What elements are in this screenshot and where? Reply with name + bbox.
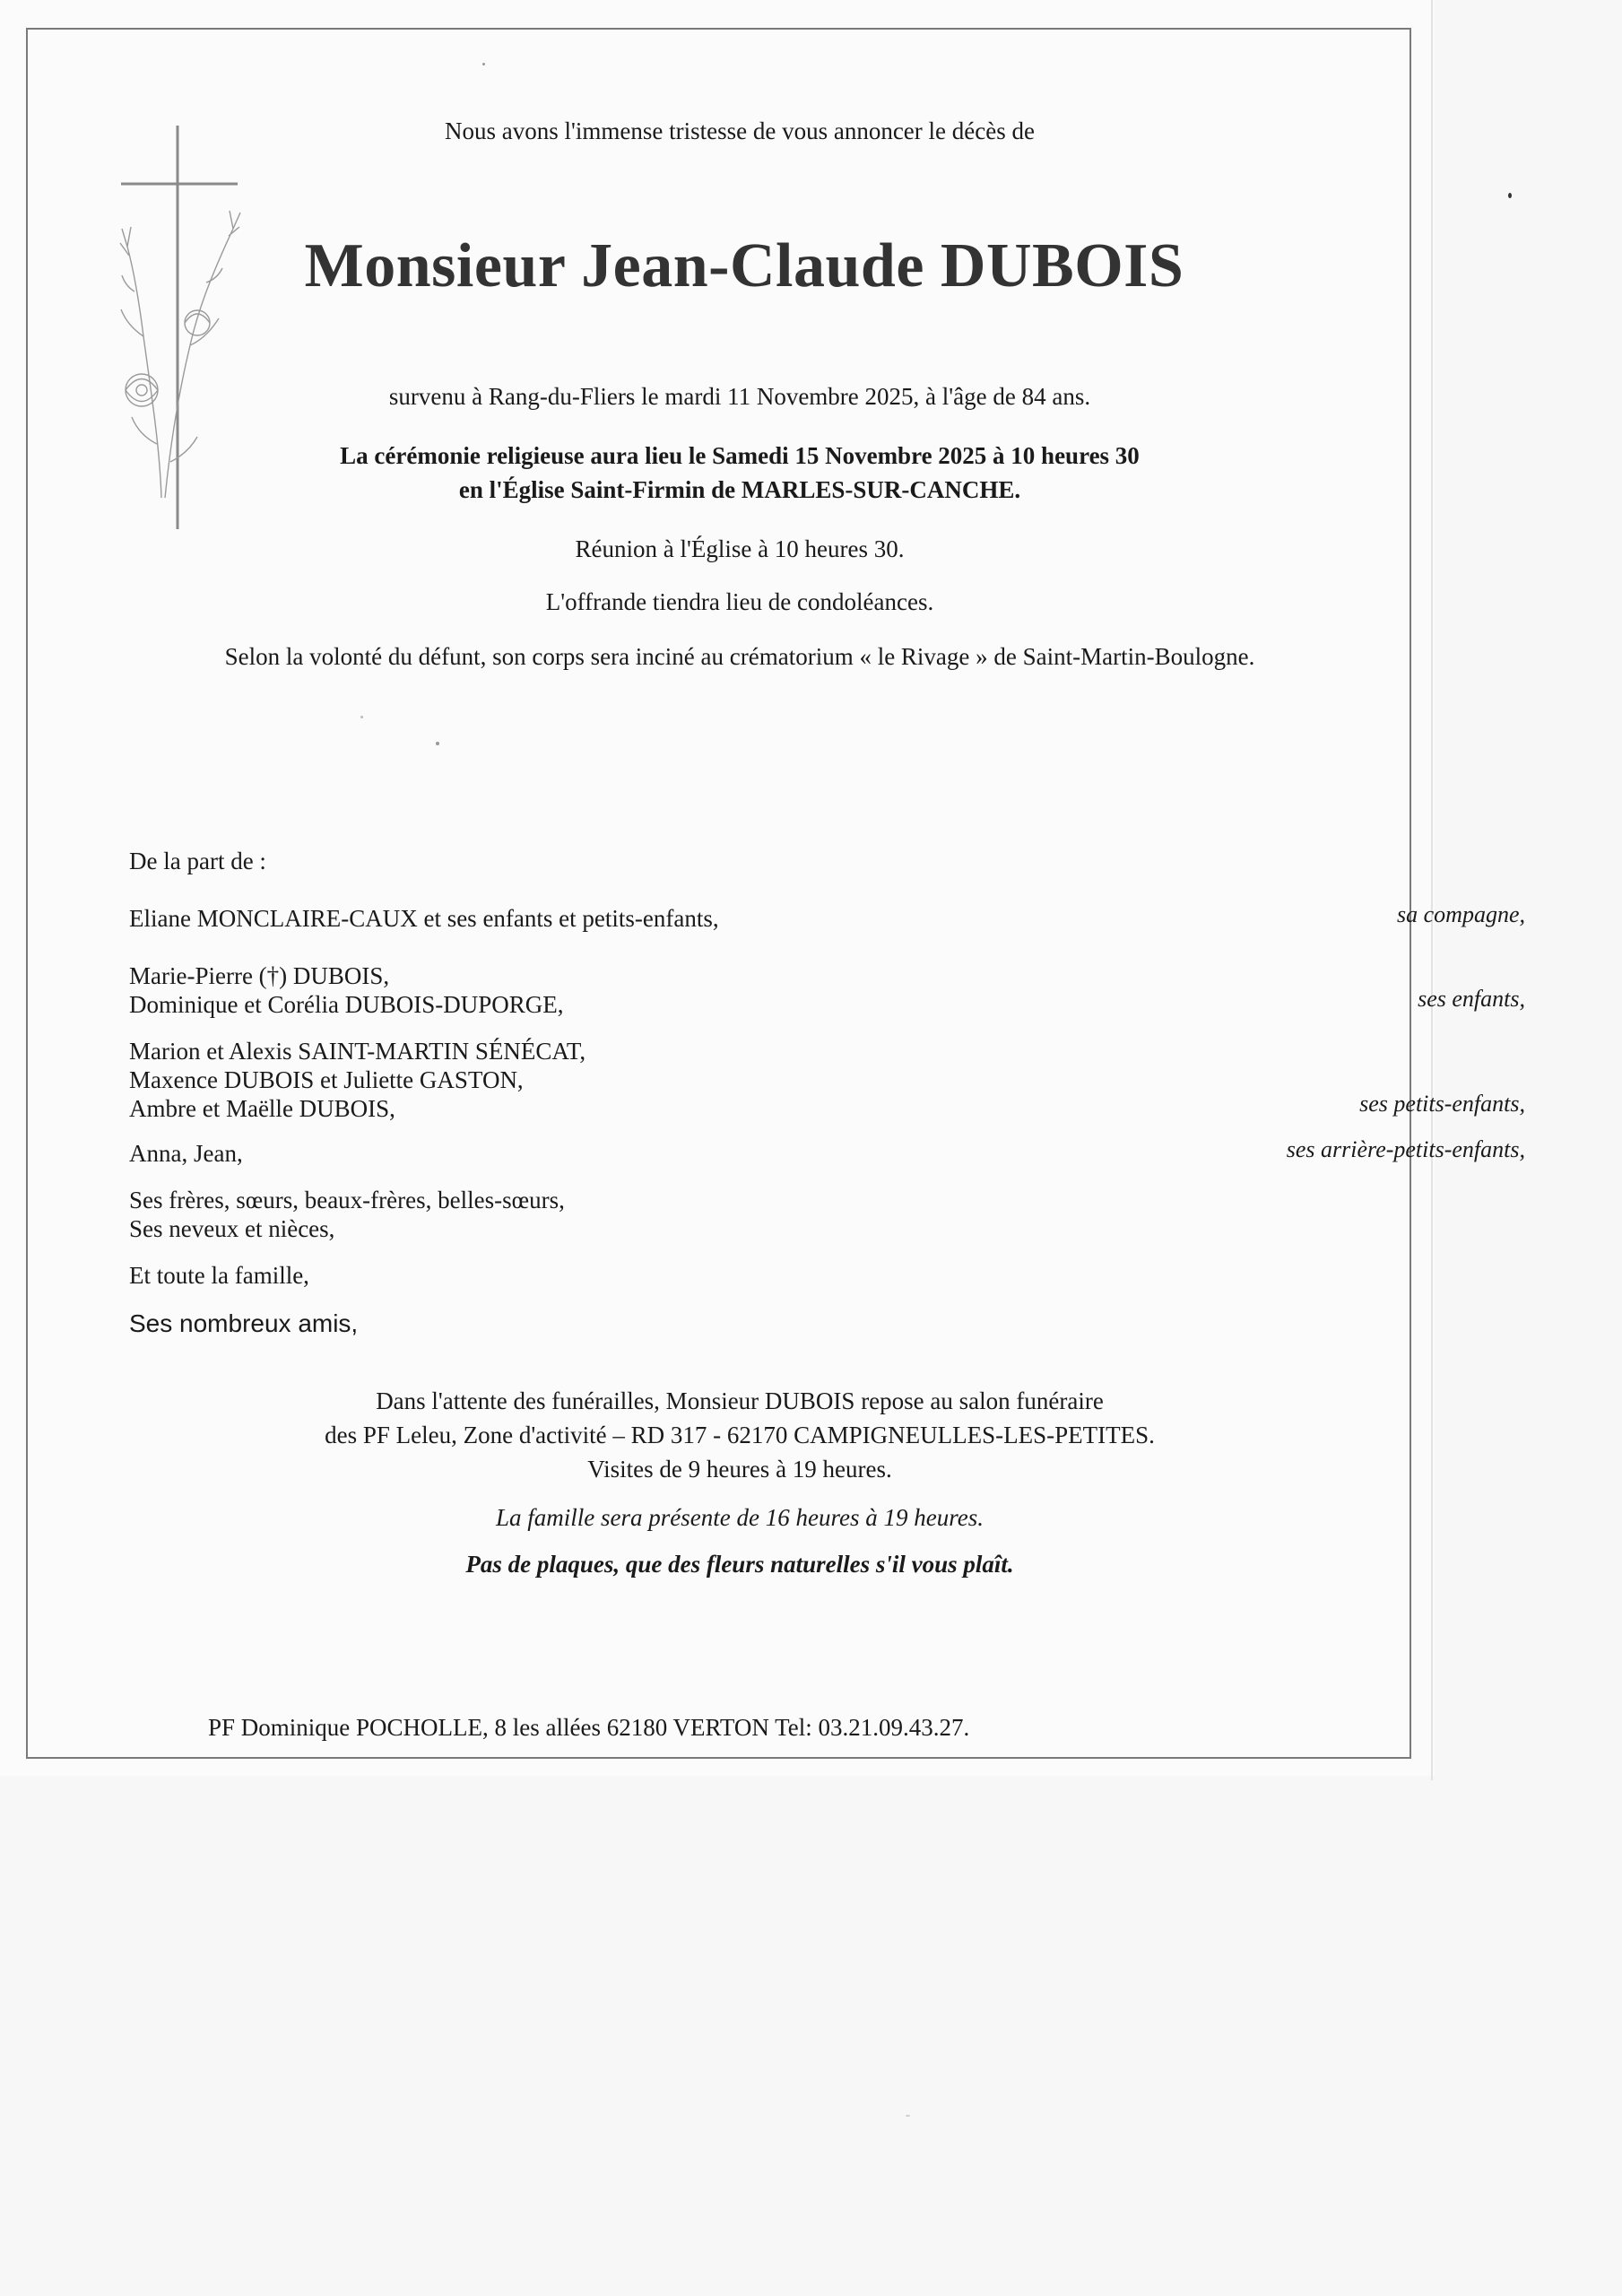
scan-speck [360, 716, 363, 718]
visits-text: Visites de 9 heures à 19 heures. [587, 1456, 892, 1483]
family-heading: De la part de : [129, 848, 266, 874]
flowers-notice: Pas de plaques, que des fleurs naturelles s'il vous plaît. [465, 1551, 1014, 1578]
sheet-edge [1431, 0, 1433, 1780]
footer-contact: PF Dominique POCHOLLE, 8 les allées 62180 VERTON Tel: 03.21.09.43.27. [208, 1714, 970, 1741]
scan-speck [482, 63, 485, 65]
funeral-home-line-1: Dans l'attente des funérailles, Monsieur DUBOIS repose au salon funéraire [376, 1387, 1104, 1414]
scan-speck [906, 2115, 910, 2117]
ceremony-line-1: La cérémonie religieuse aura lieu le Samedi 15 Novembre 2025 à 10 heures 30 [340, 442, 1140, 469]
family-group-grandchildren [129, 1037, 585, 1123]
family-name-line: Eliane MONCLAIRE-CAUX et ses enfants et petits-enfants, [129, 905, 719, 932]
friends-text: Ses nombreux amis, [129, 1309, 359, 1337]
relation-partner: sa compagne, [1397, 901, 1525, 927]
family-name-line: Marie-Pierre (†) DUBOIS, [129, 962, 390, 989]
family-group-children [129, 961, 563, 1019]
scan-speck [1508, 193, 1512, 198]
cross-flower-icon [108, 121, 269, 534]
family-name-line: Dominique et Corélia DUBOIS-DUPORGE, [129, 991, 564, 1018]
family-name-line: Anna, Jean, [129, 1140, 243, 1167]
family-group-rest [129, 1261, 309, 1290]
meeting-text: Réunion à l'Église à 10 heures 30. [575, 535, 905, 562]
family-name-line: Marion et Alexis SAINT-MARTIN SÉNÉCAT, [129, 1038, 586, 1065]
intro-text: Nous avons l'immense tristesse de vous annoncer le décès de [445, 117, 1035, 144]
offering-text: L'offrande tiendra lieu de condoléances. [545, 588, 934, 615]
relation-grandchildren: ses petits-enfants, [1359, 1091, 1525, 1117]
relation-great-grandchildren: ses arrière-petits-enfants, [1286, 1136, 1525, 1162]
relation-children: ses enfants, [1418, 986, 1525, 1012]
family-name-line: Ambre et Maëlle DUBOIS, [129, 1095, 395, 1122]
family-name-line: Ses frères, sœurs, beaux-frères, belles-sœurs, [129, 1187, 565, 1213]
family-presence-text: La famille sera présente de 16 heures à 19 heures. [496, 1504, 984, 1531]
ceremony-line-2: en l'Église Saint-Firmin de MARLES-SUR-CANCHE. [458, 476, 1021, 503]
family-name-line: Ses neveux et nièces, [129, 1215, 335, 1242]
family-name-line: Et toute la famille, [129, 1262, 309, 1289]
family-group-partner [129, 904, 719, 933]
funeral-home-line-2: des PF Leleu, Zone d'activité – RD 317 - 62170 CAMPIGNEULLES-LES-PETITES. [325, 1422, 1155, 1448]
family-group-siblings [129, 1186, 565, 1243]
cremation-text: Selon la volonté du défunt, son corps sera inciné au crématorium « le Rivage » de Saint-Martin-Boulogne. [224, 643, 1255, 670]
deceased-name: Monsieur Jean-Claude DUBOIS [304, 231, 1184, 300]
family-name-line: Maxence DUBOIS et Juliette GASTON, [129, 1066, 524, 1093]
scan-speck [436, 742, 439, 745]
family-group-great-grandchildren [129, 1139, 243, 1168]
death-details: survenu à Rang-du-Fliers le mardi 11 Novembre 2025, à l'âge de 84 ans. [388, 383, 1091, 410]
